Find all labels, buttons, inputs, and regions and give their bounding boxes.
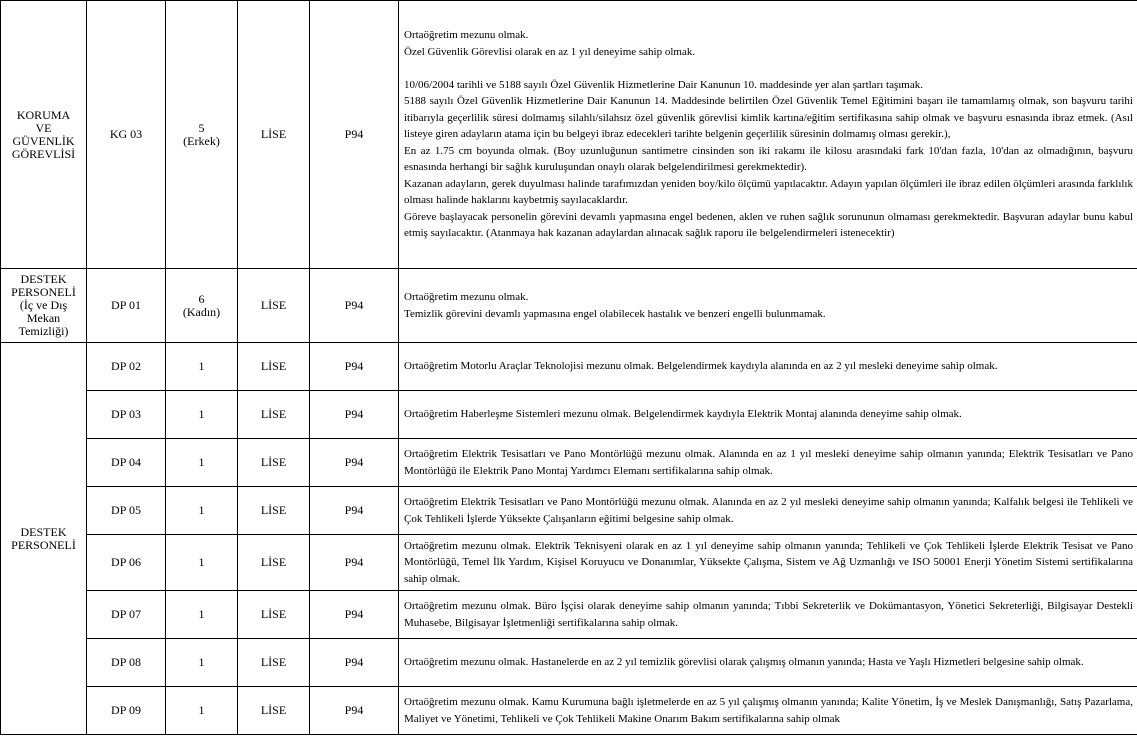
score-type-cell: P94 — [310, 391, 399, 439]
requirement-line: En az 1.75 cm boyunda olmak. (Boy uzunluğunun santimetre cinsinden son iki rakamı ile kilosu arasındaki fark 10'dan fazla, 10'dan az olmadığının, başvuru esnasında herhangi bir sağlık kuruluşundan onaylı olarak belgelendirilmesi gerekmektedir). — [404, 144, 1133, 174]
table-row — [1, 535, 1137, 591]
position-text: GÜVENLİK — [12, 133, 75, 148]
code-cell: DP 08 — [87, 639, 166, 687]
code-cell: DP 09 — [87, 687, 166, 735]
table-row — [1, 639, 1137, 687]
education-cell: LİSE — [238, 535, 310, 591]
score-type-cell: P94 — [310, 487, 399, 535]
score-type-cell: P94 — [310, 535, 399, 591]
score-type-cell: P94 — [310, 1, 399, 269]
requirement-spacer — [404, 60, 1133, 77]
count-cell — [166, 1, 238, 269]
count-value: 5 — [198, 120, 205, 135]
education-cell: LİSE — [238, 591, 310, 639]
requirement-line: Ortaöğretim mezunu olmak. — [404, 29, 529, 42]
gender-note: (Kadın) — [182, 304, 221, 319]
count-cell: 1 — [166, 391, 238, 439]
position-text: PERSONELİ — [11, 285, 76, 299]
position-text: (İç ve Dış — [19, 298, 68, 312]
count-value: 6 — [198, 291, 205, 306]
requirements-cell: Ortaöğretim mezunu olmak. Büro İşçisi olarak deneyime sahip olmanın yanında; Tıbbi Sekreterlik ve Dokümantasyon, Yönetici Sekreterliği, Bilgisayar Destekli Muhasebe, Bilgisayar İşletmenliği sertifikalarına sahip olmak. — [399, 591, 1137, 639]
requirements-cell: Ortaöğretim mezunu olmak. Hastanelerde en az 2 yıl temizlik görevlisi olarak çalışmış olmanın yanında; Hasta ve Yaşlı Hizmetleri belgesine sahip olmak. — [399, 639, 1137, 687]
score-type-cell: P94 — [310, 591, 399, 639]
count-cell: 1 — [166, 639, 238, 687]
table-row — [1, 687, 1137, 735]
requirement-line: 5188 sayılı Özel Güvenlik Hizmetlerine Dair Kanunun 14. Maddesinde belirtilen Özel Güvenlik Temel Eğitimini başarı ile tamamlamış olmak, son başvuru tarihi itibarıyla geçerlilik süresi dolmamış silahlı/silahsız özel güvenlik görevlisi kimlik kartına/eğitim sertifikasına sahip olmak ve başvuru esnasında ibraz etmek. (Asıl listeye giren adayların atama için bu belgeyi ibraz edecekleri tarihte belgenin geçerlilik süresinin dolmamış olması gerekir.), — [404, 95, 1133, 141]
code-cell: DP 03 — [87, 391, 166, 439]
group-position-cell — [1, 343, 87, 735]
requirements-cell: Ortaöğretim Elektrik Tesisatları ve Pano Montörlüğü mezunu olmak. Alanında en az 1 yıl mesleki deneyime sahip olmanın yanında; Elektrik Tesisatları ve Pano Montörlüğü ile Elektrik Pano Montaj Yardımcı Elemanı sertifikalarına sahip olmak. — [399, 439, 1137, 487]
count-cell: 1 — [166, 535, 238, 591]
requirement-line: 10/06/2004 tarihli ve 5188 sayılı Özel Güvenlik Hizmetlerine Dair Kanunun 10. maddesinde yer alan şartları taşımak. — [404, 78, 923, 91]
requirement-line: Ortaöğretim mezunu olmak. — [404, 291, 529, 303]
position-text: PERSONELİ — [11, 537, 76, 552]
position-text: GÖREVLİSİ — [11, 146, 76, 161]
table-row — [1, 1, 1137, 269]
table-row — [1, 391, 1137, 439]
position-text: DESTEK — [20, 272, 67, 286]
education-cell: LİSE — [238, 639, 310, 687]
count-cell — [166, 269, 238, 343]
education-cell: LİSE — [238, 487, 310, 535]
count-cell: 1 — [166, 343, 238, 391]
education-cell: LİSE — [238, 1, 310, 269]
requirements-cell: Ortaöğretim Haberleşme Sistemleri mezunu olmak. Belgelendirmek kaydıyla Elektrik Montaj alanında deneyime sahip olmak. — [399, 391, 1137, 439]
position-text: KORUMA — [16, 107, 71, 122]
code-cell: DP 02 — [87, 343, 166, 391]
score-type-cell: P94 — [310, 639, 399, 687]
position-text: Temizliği) — [18, 324, 69, 338]
position-text: DESTEK — [20, 524, 67, 539]
education-cell: LİSE — [238, 269, 310, 343]
requirements-cell — [399, 1, 1137, 269]
table-row — [1, 269, 1137, 343]
gender-note: (Erkek) — [183, 133, 220, 148]
position-cell — [1, 269, 87, 343]
position-text: VE — [35, 120, 52, 135]
score-type-cell: P94 — [310, 687, 399, 735]
education-cell: LİSE — [238, 343, 310, 391]
education-cell: LİSE — [238, 687, 310, 735]
count-cell: 1 — [166, 687, 238, 735]
table-row — [1, 343, 1137, 391]
requirements-cell: Ortaöğretim mezunu olmak. Kamu Kurumuna bağlı işletmelerde en az 5 yıl çalışmış olmanın yanında; Kalite Yönetim, İş ve Meslek Danışmanlığı, Satış Pazarlama, Maliyet ve Yönetimi, Tehlikeli ve Çok Tehlikeli Makine Onarım Bakım sertifikalarına sahip olmak — [399, 687, 1137, 735]
education-cell: LİSE — [238, 439, 310, 487]
table-row — [1, 487, 1137, 535]
code-cell: DP 01 — [87, 269, 166, 343]
requirements-cell: Ortaöğretim Motorlu Araçlar Teknolojisi mezunu olmak. Belgelendirmek kaydıyla alanında en az 2 yıl mesleki deneyime sahip olmak. — [399, 343, 1137, 391]
requirements-cell: Ortaöğretim Elektrik Tesisatları ve Pano Montörlüğü mezunu olmak. Alanında en az 2 yıl mesleki deneyime sahip olmanın yanında; Kalfalık belgesi ile Tehlikeli ve Çok Tehlikeli İşlerde Yüksekte Çalışanların eğitimi belgesine sahip olmak. — [399, 487, 1137, 535]
requirements-cell: Ortaöğretim mezunu olmak. Elektrik Teknisyeni olarak en az 1 yıl deneyime sahip olmanın yanında; Tehlikeli ve Çok Tehlikeli İşlerde Elektrik Tesisat ve Pano Montörlüğü, Temel İlk Yardım, Kişisel Koruyucu ve Donanımlar, Yüksekte Çalışma, Sistem ve Ağ Uzmanlığı ve ISO 50001 Enerji Yönetim Sistemi sertifikalarına sahip olmak. — [399, 535, 1137, 591]
requirement-line: Temizlik görevini devamlı yapmasına engel olabilecek hastalık ve benzeri engelli bulunmamak. — [404, 307, 826, 320]
count-cell: 1 — [166, 591, 238, 639]
code-cell: DP 07 — [87, 591, 166, 639]
requirement-line: Göreve başlayacak personelin görevini devamlı yapmasına engel bedenen, aklen ve ruhen sağlık sorununun olmaması gerekmektedir. Başvuran adaylar bunu kabul etmiş sayılacaktır. (Atanmaya hak kazanan adaylardan alınacak sağlık raporu ile belgelendirmeleri istenecektir) — [404, 210, 1133, 240]
table-row — [1, 591, 1137, 639]
position-text: Mekan — [26, 311, 61, 325]
code-cell: DP 05 — [87, 487, 166, 535]
code-cell: KG 03 — [87, 1, 166, 269]
education-cell: LİSE — [238, 391, 310, 439]
count-cell: 1 — [166, 439, 238, 487]
requirements-cell — [399, 269, 1137, 343]
code-cell: DP 04 — [87, 439, 166, 487]
score-type-cell: P94 — [310, 269, 399, 343]
requirement-line: Kazanan adayların, gerek duyulması halinde tarafımızdan yeniden boy/kilo ölçümü yapılacaktır. Adayın yapılan ölçümleri ile ibraz edilen ölçümleri arasında farklılık olması halinde haklarını kaybetmiş sayılacaklardır. — [404, 177, 1133, 207]
position-cell — [1, 1, 87, 269]
count-cell: 1 — [166, 487, 238, 535]
requirement-line: Özel Güvenlik Görevlisi olarak en az 1 yıl deneyime sahip olmak. — [404, 45, 696, 58]
score-type-cell: P94 — [310, 439, 399, 487]
code-cell: DP 06 — [87, 535, 166, 591]
score-type-cell: P94 — [310, 343, 399, 391]
table-row — [1, 439, 1137, 487]
